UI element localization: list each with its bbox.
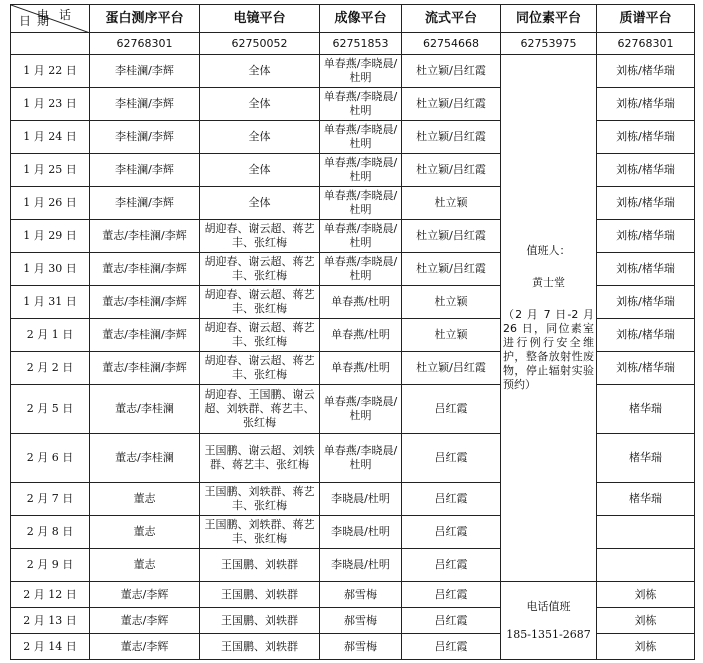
ms-cell: 刘栋/楮华瑞 — [597, 319, 695, 352]
imaging-cell: 单春燕/李晓晨/杜明 — [320, 434, 402, 483]
ms-cell: 刘栋/楮华瑞 — [597, 154, 695, 187]
em-cell: 王国鹏、刘轶群、蒋艺丰、张红梅 — [200, 516, 320, 549]
ms-cell: 楮华瑞 — [597, 434, 695, 483]
em-cell: 全体 — [200, 121, 320, 154]
flow-cell: 杜立颖 — [402, 286, 501, 319]
em-cell: 全体 — [200, 55, 320, 88]
date-label: 日期 — [19, 14, 56, 28]
protein-cell: 李桂澜/李辉 — [90, 154, 200, 187]
protein-cell: 董志 — [90, 549, 200, 582]
date-cell: 1 月 31 日 — [11, 286, 90, 319]
ms-cell: 刘栋/楮华瑞 — [597, 121, 695, 154]
imaging-cell: 单春燕/杜明 — [320, 286, 402, 319]
phone-protein: 62768301 — [90, 33, 200, 55]
protein-cell: 董志/李桂澜/李辉 — [90, 220, 200, 253]
date-cell: 1 月 30 日 — [11, 253, 90, 286]
phone-row — [11, 33, 695, 55]
protein-cell: 董志/李桂澜/李辉 — [90, 352, 200, 385]
em-cell: 王国鹏、谢云超、刘轶群、蒋艺丰、张红梅 — [200, 434, 320, 483]
imaging-cell: 单春燕/李晓晨/杜明 — [320, 187, 402, 220]
date-cell: 2 月 8 日 — [11, 516, 90, 549]
table-row — [11, 55, 695, 88]
isotope-phone-duty-cell — [501, 582, 597, 660]
imaging-cell: 单春燕/李晓晨/杜明 — [320, 385, 402, 434]
date-cell: 2 月 7 日 — [11, 483, 90, 516]
isotope-duty-cell — [501, 55, 597, 582]
header-flow: 流式平台 — [402, 5, 501, 33]
protein-cell: 董志/李辉 — [90, 582, 200, 608]
flow-cell: 杜立颖/吕红霞 — [402, 121, 501, 154]
ms-cell — [597, 516, 695, 549]
header-em: 电镜平台 — [200, 5, 320, 33]
flow-cell: 吕红霞 — [402, 385, 501, 434]
date-cell: 1 月 26 日 — [11, 187, 90, 220]
ms-cell: 楮华瑞 — [597, 385, 695, 434]
imaging-cell: 郝雪梅 — [320, 582, 402, 608]
protein-cell: 董志/李桂澜/李辉 — [90, 319, 200, 352]
protein-cell: 李桂澜/李辉 — [90, 121, 200, 154]
date-cell: 2 月 2 日 — [11, 352, 90, 385]
em-cell: 胡迎春、谢云超、蒋艺丰、张红梅 — [200, 352, 320, 385]
duty-schedule-table — [10, 4, 695, 660]
header-row — [11, 5, 695, 33]
duty-label: 值班人： — [526, 244, 571, 257]
header-imaging: 成像平台 — [320, 5, 402, 33]
protein-cell: 李桂澜/李辉 — [90, 187, 200, 220]
flow-cell: 杜立颖 — [402, 187, 501, 220]
ms-cell: 刘栋/楮华瑞 — [597, 187, 695, 220]
date-cell: 1 月 24 日 — [11, 121, 90, 154]
header-protein: 蛋白测序平台 — [90, 5, 200, 33]
flow-cell: 杜立颖/吕红霞 — [402, 55, 501, 88]
date-cell: 1 月 29 日 — [11, 220, 90, 253]
imaging-cell: 单春燕/李晓晨/杜明 — [320, 55, 402, 88]
imaging-cell: 郝雪梅 — [320, 608, 402, 634]
protein-cell: 董志/李桂澜 — [90, 385, 200, 434]
em-cell: 全体 — [200, 187, 320, 220]
flow-cell: 吕红霞 — [402, 434, 501, 483]
flow-cell: 吕红霞 — [402, 608, 501, 634]
corner-cell — [11, 5, 90, 33]
phone-row-blank — [11, 33, 90, 55]
imaging-cell: 单春燕/李晓晨/杜明 — [320, 154, 402, 187]
em-cell: 王国鹏、刘轶群 — [200, 582, 320, 608]
em-cell: 王国鹏、刘轶群 — [200, 549, 320, 582]
flow-cell: 吕红霞 — [402, 582, 501, 608]
imaging-cell: 单春燕/杜明 — [320, 319, 402, 352]
em-cell: 胡迎春、谢云超、蒋艺丰、张红梅 — [200, 253, 320, 286]
date-cell: 2 月 14 日 — [11, 634, 90, 660]
imaging-cell: 单春燕/杜明 — [320, 352, 402, 385]
phone-duty-number: 185-1351-2687 — [506, 627, 591, 641]
imaging-cell: 单春燕/李晓晨/杜明 — [320, 88, 402, 121]
ms-cell: 刘栋/楮华瑞 — [597, 286, 695, 319]
protein-cell: 李桂澜/李辉 — [90, 55, 200, 88]
em-cell: 全体 — [200, 154, 320, 187]
ms-cell — [597, 549, 695, 582]
flow-cell: 杜立颖/吕红霞 — [402, 352, 501, 385]
phone-flow: 62754668 — [402, 33, 501, 55]
phone-ms: 62768301 — [597, 33, 695, 55]
date-cell: 1 月 22 日 — [11, 55, 90, 88]
imaging-cell: 单春燕/李晓晨/杜明 — [320, 220, 402, 253]
duty-name: 黄士堂 — [532, 276, 565, 289]
imaging-cell: 李晓晨/杜明 — [320, 549, 402, 582]
flow-cell: 杜立颖 — [402, 319, 501, 352]
flow-cell: 杜立颖/吕红霞 — [402, 154, 501, 187]
maintenance-note: （2 月 7 日-2 月 26 日，同位素室进行例行安全维护，整备放射性废物，停止辐射实验预约） — [503, 308, 594, 391]
schedule-body — [11, 55, 695, 660]
phone-label: 电话 — [36, 8, 81, 22]
em-cell: 王国鹏、刘轶群 — [200, 608, 320, 634]
em-cell: 胡迎春、谢云超、蒋艺丰、张红梅 — [200, 319, 320, 352]
date-cell: 2 月 5 日 — [11, 385, 90, 434]
ms-cell: 刘栋 — [597, 608, 695, 634]
imaging-cell: 李晓晨/杜明 — [320, 516, 402, 549]
imaging-cell: 单春燕/李晓晨/杜明 — [320, 121, 402, 154]
ms-cell: 刘栋/楮华瑞 — [597, 220, 695, 253]
header-ms: 质谱平台 — [597, 5, 695, 33]
flow-cell: 杜立颖/吕红霞 — [402, 88, 501, 121]
protein-cell: 李桂澜/李辉 — [90, 88, 200, 121]
phone-isotope: 62753975 — [501, 33, 597, 55]
ms-cell: 刘栋 — [597, 582, 695, 608]
imaging-cell: 单春燕/李晓晨/杜明 — [320, 253, 402, 286]
phone-em: 62750052 — [200, 33, 320, 55]
table-row — [11, 582, 695, 608]
header-isotope: 同位素平台 — [501, 5, 597, 33]
protein-cell: 董志 — [90, 516, 200, 549]
date-cell: 1 月 23 日 — [11, 88, 90, 121]
flow-cell: 吕红霞 — [402, 483, 501, 516]
imaging-cell: 郝雪梅 — [320, 634, 402, 660]
ms-cell: 刘栋/楮华瑞 — [597, 352, 695, 385]
date-cell: 2 月 9 日 — [11, 549, 90, 582]
protein-cell: 董志/李桂澜 — [90, 434, 200, 483]
em-cell: 胡迎春、谢云超、蒋艺丰、张红梅 — [200, 220, 320, 253]
protein-cell: 董志/李辉 — [90, 634, 200, 660]
phone-imaging: 62751853 — [320, 33, 402, 55]
em-cell: 胡迎春、谢云超、蒋艺丰、张红梅 — [200, 286, 320, 319]
date-cell: 2 月 6 日 — [11, 434, 90, 483]
protein-cell: 董志/李辉 — [90, 608, 200, 634]
date-cell: 2 月 1 日 — [11, 319, 90, 352]
flow-cell: 吕红霞 — [402, 634, 501, 660]
flow-cell: 杜立颖/吕红霞 — [402, 253, 501, 286]
protein-cell: 董志/李桂澜/李辉 — [90, 286, 200, 319]
date-cell: 2 月 12 日 — [11, 582, 90, 608]
flow-cell: 吕红霞 — [402, 549, 501, 582]
em-cell: 王国鹏、刘轶群 — [200, 634, 320, 660]
imaging-cell: 李晓晨/杜明 — [320, 483, 402, 516]
em-cell: 王国鹏、刘轶群、蒋艺丰、张红梅 — [200, 483, 320, 516]
ms-cell: 刘栋/楮华瑞 — [597, 253, 695, 286]
ms-cell: 楮华瑞 — [597, 483, 695, 516]
ms-cell: 刘栋/楮华瑞 — [597, 88, 695, 121]
date-cell: 2 月 13 日 — [11, 608, 90, 634]
phone-duty-label: 电话值班 — [526, 599, 571, 613]
em-cell: 胡迎春、王国鹏、谢云超、刘轶群、蒋艺丰、张红梅 — [200, 385, 320, 434]
ms-cell: 刘栋/楮华瑞 — [597, 55, 695, 88]
ms-cell: 刘栋 — [597, 634, 695, 660]
protein-cell: 董志 — [90, 483, 200, 516]
date-cell: 1 月 25 日 — [11, 154, 90, 187]
flow-cell: 吕红霞 — [402, 516, 501, 549]
protein-cell: 董志/李桂澜/李辉 — [90, 253, 200, 286]
flow-cell: 杜立颖/吕红霞 — [402, 220, 501, 253]
em-cell: 全体 — [200, 88, 320, 121]
